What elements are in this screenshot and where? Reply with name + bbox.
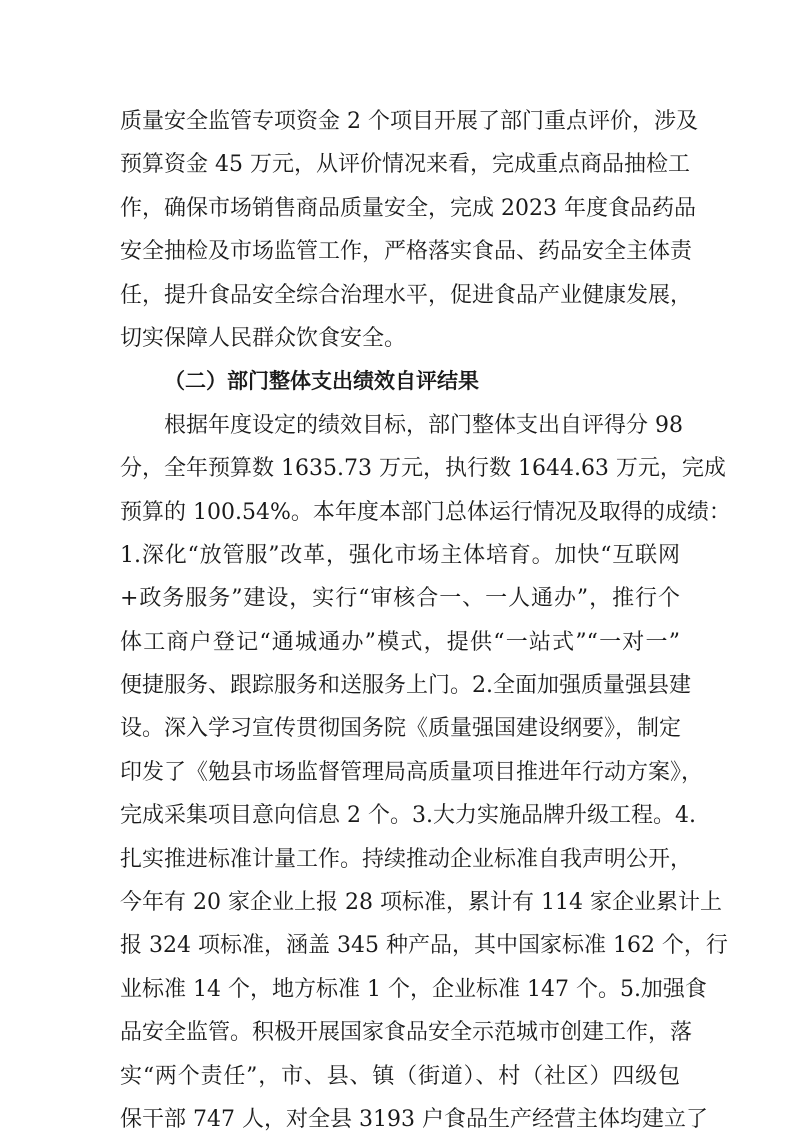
text-line: 安全抽检及市场监管工作，严格落实食品、药品安全主体责 — [120, 239, 693, 265]
text-line: 分，全年预算数 1635.73 万元，执行数 1644.63 万元，完成 — [120, 456, 726, 482]
text-line: +政务服务”建设，实行“审核合一、一人通办”，推行个 — [120, 586, 680, 612]
text-line: 质量安全监管专项资金 2 个项目开展了部门重点评价，涉及 — [120, 109, 698, 134]
text-line: 扎实推进标准计量工作。持续推动企业标准自我声明公开， — [120, 846, 693, 872]
text-line: 今年有 20 家企业上报 28 项标准，累计有 114 家企业累计上 — [120, 890, 722, 916]
text-line: 报 324 项标准，涵盖 345 种产品，其中国家标准 162 个，行 — [120, 933, 728, 959]
text-line: 保干部 747 人，对全县 3193 户食品生产经营主体均建立了 — [120, 1106, 708, 1132]
text-line: 作，确保市场销售商品质量安全，完成 2023 年度食品药品 — [120, 195, 696, 221]
paragraph-self-evaluation-results — [120, 404, 731, 1141]
text-line: 品安全监管。积极开展国家食品安全示范城市创建工作，落 — [120, 1020, 693, 1046]
text-line: 预算的 100.54%。本年度本部门总体运行情况及取得的成绩： — [120, 499, 731, 525]
text-line: 切实保障人民群众饮食安全。 — [120, 325, 407, 351]
section-heading: （二）部门整体支出绩效自评结果 — [164, 369, 479, 394]
text-line: 1.深化“放管服”改革，强化市场主体培育。加快“互联网 — [120, 542, 680, 568]
text-line: 完成采集项目意向信息 2 个。3.大力实施品牌升级工程。4. — [120, 803, 696, 829]
text-line: 设。深入学习宣传贯彻国务院《质量强国建设纲要》，制定 — [120, 716, 682, 742]
paragraph-budget-evaluation — [120, 100, 698, 360]
text-line: 任，提升食品安全综合治理水平，促进食品产业健康发展， — [120, 282, 693, 308]
text-line: 根据年度设定的绩效目标，部门整体支出自评得分 98 — [164, 412, 683, 438]
text-line: 实“两个责任”，市、县、镇（街道）、村（社区）四级包 — [120, 1063, 680, 1089]
text-line: 业标准 14 个，地方标准 1 个，企业标准 147 个。5.加强食 — [120, 976, 707, 1002]
text-line: 预算资金 45 万元，从评价情况来看，完成重点商品抽检工 — [120, 152, 690, 178]
text-line: 体工商户登记“通城通办”模式，提供“一站式”“一对一” — [120, 629, 680, 655]
document-body — [120, 100, 731, 1141]
text-line: 便捷服务、跟踪服务和送服务上门。2.全面加强质量强县建 — [120, 673, 691, 699]
text-line: 印发了《勉县市场监督管理局高质量项目推进年行动方案》， — [120, 759, 704, 785]
